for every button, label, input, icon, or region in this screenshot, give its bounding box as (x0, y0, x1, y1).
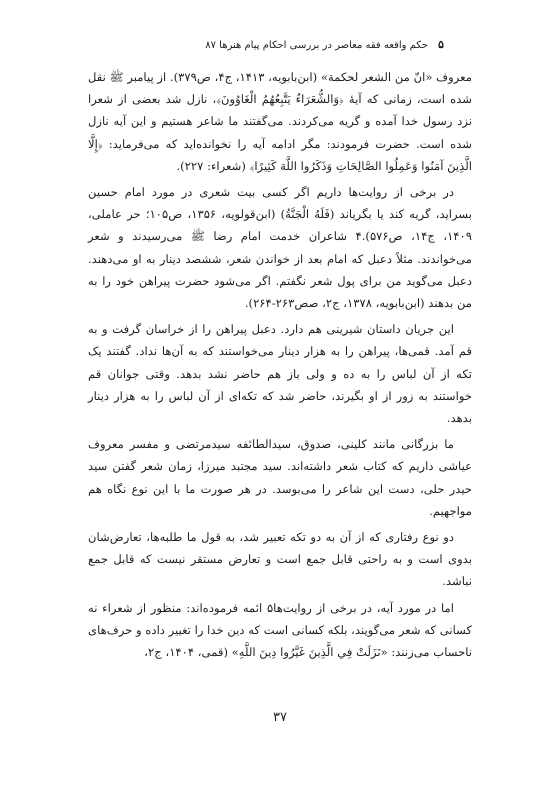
paragraph: دو نوع رفتاری که از آن به دو تکه تعبیر شد، به قول ما طلبه‌ها، تعارض‌شان بدوی است و به راحتی قابل جمع است و تعارض مستقر نیست که قابل جمع نباشد. (88, 530, 472, 589)
body-text (88, 66, 472, 667)
paragraph: در برخی از روایت‌ها داریم اگر کسی بیت شعری در مورد امام حسین بسراید، گریه کند یا بگریاند (فَلَهُ الْجَنَّةُ) (ابن‌قولویه، ۱۳۵۶، ص۱۰۵؛ حر عاملی، ۱۴۰۹، ج۱۴، ص۵۷۶).۴ شاعران خدمت امام رضا ﷺ می‌رسیدند و شعر می‌خواندند. مثلاً دعبل که امام بعد از خواندن شعر، ششصد دینار به او می‌دهند. دعبل می‌گوید من برای پول شعر نگفتم. اگر می‌شود حضرت پیراهن خود را به من بدهند (ابن‌بابویه، ۱۳۷۸، ج۲، صص۲۶۳-۲۶۴). (88, 185, 472, 311)
paragraph: این جریان داستان شیرینی هم دارد. دعبل پیراهن را از خراسان گرفت و به قم آمد. قمی‌ها، پیراهن را به هزار دینار می‌خواستند که به آن‌ها نداد. گفتند یک تکه از آن لباس را به ده و ولی باز هم حاضر نشد بدهد. وقتی جوانان قم خواستند به زور از او بگیرند، حاضر شد که تکه‌ای از آن لباس را به هزار دینار بدهد. (88, 322, 472, 426)
running-header: حکم واقعه فقه معاصر در بررسی احکام پیام هنرها ۸۷ (205, 40, 428, 51)
page-number: ۳۷ (273, 710, 287, 725)
paragraph: ما بزرگانی مانند کلینی، صدوق، سیدالطائفه سیدمرتضی و مفسر معروف عیاشی داریم که کتاب شعر داشته‌اند. سید مجتبد میرزا، زمان شعر گفتن سید حیدر حلی، دست این شاعر را می‌بوسد. در هر صورت ما با این نوع نگاه هم مواجهیم. (88, 437, 472, 518)
paragraph: معروف «انّ من الشعر لحکمة» (ابن‌بابویه، ۱۴۱۳، ج۴، ص۳۷۹). از پیامبر ﷺ نقل شده است، زمانی که آیهٔ ﴿وَالشُّعَرَاءُ يَتَّبِعُهُمُ الْغَاوُونَ﴾، نازل شد بعضی از شعرا نزد رسول خدا آمده و گریه می‌کردند. می‌گفتند ما شاعر هستیم و این آیه نازل شده است. حضرت فرمودند: مگر ادامه آیه را نخوانده‌اید که می‌فرماید: ﴿إِلَّا الَّذِينَ آمَنُوا وَعَمِلُوا الصَّالِحَاتِ وَذَكَرُوا اللَّهَ كَثِيرًا﴾ (شعراء: ۲۲۷). (88, 70, 472, 173)
header-ornament: ۵ (438, 38, 444, 51)
paragraph: اما در مورد آیه، در برخی از روایت‌ها۵ ائمه فرموده‌اند: منظور از شعراء نه کسانی که شعر می‌گویند، بلکه کسانی است که دین خدا را تغییر داده و حرف‌های ناحساب می‌زنند: «نَزَلَتْ فِي الَّذِينَ غَيَّرُوا دِينَ اللَّهِ» (قمی، ۱۴۰۴، ج۲، (88, 600, 472, 660)
